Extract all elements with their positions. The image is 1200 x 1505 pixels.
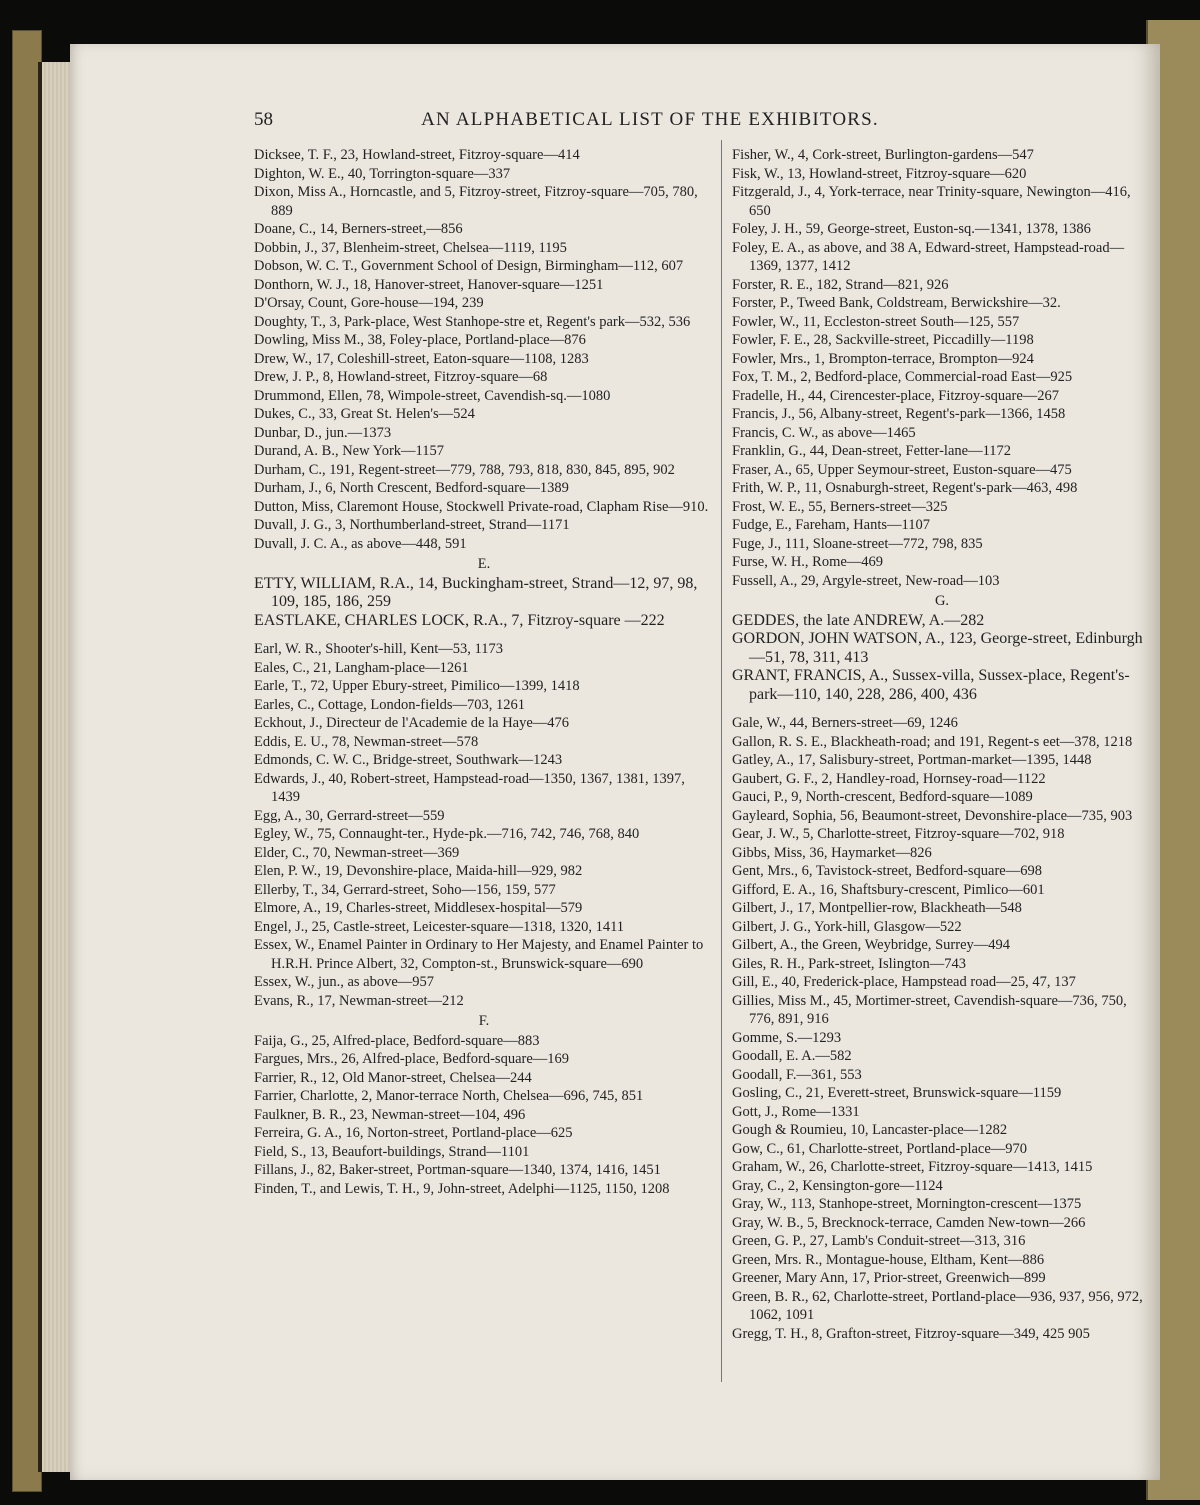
exhibitor-entry: Fisher, W., 4, Cork-street, Burlington-gardens—547: [732, 147, 1034, 163]
exhibitor-entry: Francis, J., 56, Albany-street, Regent's-park—1366, 1458: [732, 406, 1066, 422]
exhibitor-entry: Earl, W. R., Shooter's-hill, Kent—53, 1173: [254, 641, 503, 657]
exhibitor-entry: Fowler, F. E., 28, Sackville-street, Piccadilly—1198: [732, 332, 1034, 348]
section-letter: F.: [478, 1013, 490, 1029]
exhibitor-entry: Giles, R. H., Park-street, Islington—743: [732, 955, 966, 972]
exhibitor-entry: Fillans, J., 82, Baker-street, Portman-square—1340, 1374, 1416, 1451: [254, 1162, 661, 1178]
exhibitor-entry: Gregg, T. H., 8, Grafton-street, Fitzroy-square—349, 425 905: [732, 1325, 1090, 1342]
exhibitor-entry: Graham, W., 26, Charlotte-street, Fitzroy-square—1413, 1415: [732, 1159, 1093, 1175]
exhibitor-entry: Frost, W. E., 55, Berners-street—325: [732, 498, 948, 515]
exhibitor-entry: Gibbs, Miss, 36, Haymarket—826: [732, 844, 932, 861]
exhibitor-entry: Finden, T., and Lewis, T. H., 9, John-street, Adelphi—1125, 1150, 1208: [254, 1180, 670, 1197]
exhibitor-entry: Edwards, J., 40, Robert-street, Hampstead-road—1350, 1367, 1381, 1397, 1439: [254, 770, 685, 805]
exhibitor-entry: Elmore, A., 19, Charles-street, Middlesex-hospital—579: [254, 900, 583, 916]
section-letter: G.: [934, 593, 950, 609]
exhibitor-entry: Ellerby, T., 34, Gerrard-street, Soho—156, 159, 577: [254, 881, 556, 898]
exhibitor-entry: Dowling, Miss M., 38, Foley-place, Portland-place—876: [254, 332, 586, 348]
exhibitor-entry: Gott, J., Rome—1331: [732, 1103, 860, 1120]
academician-entry: GEDDES, the late ANDREW, A.—282: [732, 611, 985, 629]
exhibitor-entry: Gent, Mrs., 6, Tavistock-street, Bedford-square—698: [732, 863, 1042, 879]
exhibitor-entry: Egg, A., 30, Gerrard-street—559: [254, 807, 445, 824]
exhibitor-entry: Fradelle, H., 44, Cirencester-place, Fitzroy-square—267: [732, 387, 1060, 404]
exhibitor-entry: Gray, C., 2, Kensington-gore—1124: [732, 1177, 943, 1194]
exhibitor-entry: D'Orsay, Count, Gore-house—194, 239: [254, 295, 484, 311]
exhibitor-entry: Drew, J. P., 8, Howland-street, Fitzroy-square—68: [254, 369, 548, 385]
exhibitor-entry: Doane, C., 14, Berners-street,—856: [254, 221, 463, 237]
right-column: [732, 146, 1152, 1343]
page-number: 58: [254, 109, 273, 130]
exhibitor-entry: Gray, W. B., 5, Brecknock-terrace, Camden New-town—266: [732, 1214, 1086, 1231]
exhibitor-entry: Fisk, W., 13, Howland-street, Fitzroy-square—620: [732, 165, 1027, 182]
running-header: AN ALPHABETICAL LIST OF THE EXHIBITORS.: [421, 109, 879, 130]
exhibitor-entry: Engel, J., 25, Castle-street, Leicester-square—1318, 1320, 1411: [254, 918, 625, 935]
exhibitor-entry: Green, Mrs. R., Montague-house, Eltham, Kent—886: [732, 1251, 1045, 1268]
exhibitor-entry: Foley, J. H., 59, George-street, Euston-sq.—1341, 1378, 1386: [732, 221, 1091, 237]
exhibitor-entry: Fox, T. M., 2, Bedford-place, Commercial-road East—925: [732, 369, 1073, 385]
exhibitor-entry: Gow, C., 61, Charlotte-street, Portland-place—970: [732, 1140, 1028, 1157]
exhibitor-entry: Elen, P. W., 19, Devonshire-place, Maida-hill—929, 982: [254, 863, 583, 879]
exhibitor-entry: Gilbert, A., the Green, Weybridge, Surrey—494: [732, 937, 1011, 953]
exhibitor-entry: Gill, E., 40, Frederick-place, Hampstead road—25, 47, 137: [732, 974, 1076, 990]
exhibitor-entry: Farrier, Charlotte, 2, Manor-terrace North, Chelsea—696, 745, 851: [254, 1088, 644, 1104]
left-column: [254, 146, 714, 1198]
exhibitor-entry: Furse, W. H., Rome—469: [732, 554, 884, 570]
exhibitor-entry: Faulkner, B. R., 23, Newman-street—104, 496: [254, 1106, 526, 1123]
exhibitor-entry: Durand, A. B., New York—1157: [254, 443, 444, 459]
exhibitor-entry: Dixon, Miss A., Horncastle, and 5, Fitzroy-street, Fitzroy-square—705, 780, 889: [254, 184, 698, 219]
exhibitor-entry: Greener, Mary Ann, 17, Prior-street, Greenwich—899: [732, 1270, 1046, 1286]
section-letter: E.: [477, 556, 491, 572]
academician-entry: GRANT, FRANCIS, A., Sussex-villa, Sussex-place, Regent's-park—110, 140, 228, 286, 400, 436: [732, 667, 1130, 703]
exhibitor-entry: Earles, C., Cottage, London-fields—703, 1261: [254, 696, 526, 713]
exhibitor-entry: Forster, P., Tweed Bank, Coldstream, Berwickshire—32.: [732, 295, 1061, 311]
exhibitor-entry: Gough & Roumieu, 10, Lancaster-place—1282: [732, 1122, 1008, 1138]
exhibitor-entry: Duvall, J. G., 3, Northumberland-street, Strand—1171: [254, 517, 570, 533]
exhibitor-entry: Durham, C., 191, Regent-street—779, 788, 793, 818, 830, 845, 895, 902: [254, 461, 675, 478]
exhibitor-entry: Doughty, T., 3, Park-place, West Stanhope-stre et, Regent's park—532, 536: [254, 313, 691, 330]
exhibitor-entry: Evans, R., 17, Newman-street—212: [254, 992, 464, 1009]
exhibitor-entry: Dighton, W. E., 40, Torrington-square—337: [254, 165, 511, 182]
exhibitor-entry: Duvall, J. C. A., as above—448, 591: [254, 535, 467, 552]
exhibitor-entry: Frith, W. P., 11, Osnaburgh-street, Regent's-park—463, 498: [732, 480, 1078, 496]
academician-entry: GORDON, JOHN WATSON, A., 123, George-street, Edinburgh—51, 78, 311, 413: [732, 630, 1143, 666]
exhibitor-entry: Gear, J. W., 5, Charlotte-street, Fitzroy-square—702, 918: [732, 826, 1065, 842]
academician-entry: EASTLAKE, CHARLES LOCK, R.A., 7, Fitzroy-square —222: [254, 611, 665, 629]
spacer: [254, 630, 714, 640]
exhibitor-entry: Essex, W., Enamel Painter in Ordinary to Her Majesty, and Enamel Painter to H.R.H. Prince Albert, 32, Compton-st., Brunswick-square—690: [254, 937, 704, 972]
exhibitor-entry: Eales, C., 21, Langham-place—1261: [254, 659, 469, 676]
exhibitor-entry: Fowler, W., 11, Eccleston-street South—125, 557: [732, 313, 1020, 330]
book-page: [70, 44, 1160, 1480]
exhibitor-entry: Fraser, A., 65, Upper Seymour-street, Euston-square—475: [732, 461, 1072, 478]
exhibitor-entry: Francis, C. W., as above—1465: [732, 424, 916, 441]
exhibitor-entry: Gallon, R. S. E., Blackheath-road; and 191, Regent-s eet—378, 1218: [732, 733, 1133, 750]
exhibitor-entry: Drummond, Ellen, 78, Wimpole-street, Cavendish-sq.—1080: [254, 387, 611, 404]
exhibitor-entry: Eckhout, J., Directeur de l'Academie de la Haye—476: [254, 715, 570, 731]
exhibitor-entry: Gray, W., 113, Stanhope-street, Mornington-crescent—1375: [732, 1196, 1082, 1212]
exhibitor-entry: Fussell, A., 29, Argyle-street, New-road—103: [732, 572, 1000, 589]
exhibitor-entry: Goodall, E. A.—582: [732, 1048, 852, 1064]
exhibitor-entry: Franklin, G., 44, Dean-street, Fetter-lane—1172: [732, 443, 1012, 459]
exhibitor-entry: Gosling, C., 21, Everett-street, Brunswick-square—1159: [732, 1085, 1062, 1101]
exhibitor-entry: Gomme, S.—1293: [732, 1029, 842, 1046]
exhibitor-entry: Egley, W., 75, Connaught-ter., Hyde-pk.—716, 742, 746, 768, 840: [254, 826, 640, 842]
exhibitor-entry: Faija, G., 25, Alfred-place, Bedford-square—883: [254, 1032, 540, 1049]
exhibitor-entry: Dobbin, J., 37, Blenheim-street, Chelsea—1119, 1195: [254, 239, 567, 256]
exhibitor-entry: Gaubert, G. F., 2, Handley-road, Hornsey-road—1122: [732, 770, 1046, 787]
exhibitor-entry: Edmonds, C. W. C., Bridge-street, Southwark—1243: [254, 752, 563, 768]
exhibitor-entry: Gillies, Miss M., 45, Mortimer-street, Cavendish-square—736, 750, 776, 891, 916: [732, 992, 1127, 1027]
exhibitor-entry: Forster, R. E., 182, Strand—821, 926: [732, 276, 949, 293]
academician-entry: ETTY, WILLIAM, R.A., 14, Buckingham-street, Strand—12, 97, 98, 109, 185, 186, 259: [254, 574, 698, 610]
exhibitor-entry: Gale, W., 44, Berners-street—69, 1246: [732, 715, 958, 731]
exhibitor-entry: Fowler, Mrs., 1, Brompton-terrace, Brompton—924: [732, 350, 1034, 367]
exhibitor-entry: Gatley, A., 17, Salisbury-street, Portman-market—1395, 1448: [732, 752, 1092, 768]
exhibitor-entry: Foley, E. A., as above, and 38 A, Edward-street, Hampstead-road—1369, 1377, 1412: [732, 239, 1125, 274]
exhibitor-entry: Donthorn, W. J., 18, Hanover-street, Hanover-square—1251: [254, 276, 604, 293]
exhibitor-entry: Elder, C., 70, Newman-street—369: [254, 844, 460, 861]
exhibitor-entry: Fudge, E., Fareham, Hants—1107: [732, 517, 931, 533]
exhibitor-entry: Durham, J., 6, North Crescent, Bedford-square—1389: [254, 480, 569, 496]
exhibitor-entry: Fuge, J., 111, Sloane-street—772, 798, 835: [732, 535, 983, 552]
exhibitor-entry: Green, B. R., 62, Charlotte-street, Portland-place—936, 937, 956, 972, 1062, 1091: [732, 1288, 1143, 1323]
exhibitor-entry: Farrier, R., 12, Old Manor-street, Chelsea—244: [254, 1069, 532, 1086]
exhibitor-entry: Eddis, E. U., 78, Newman-street—578: [254, 733, 479, 750]
exhibitor-entry: Dobson, W. C. T., Government School of Design, Birmingham—112, 607: [254, 258, 684, 274]
exhibitor-entry: Fargues, Mrs., 26, Alfred-place, Bedford-square—169: [254, 1051, 570, 1067]
exhibitor-entry: Gilbert, J. G., York-hill, Glasgow—522: [732, 918, 962, 935]
exhibitor-entry: Ferreira, G. A., 16, Norton-street, Portland-place—625: [254, 1125, 573, 1141]
exhibitor-entry: Field, S., 13, Beaufort-buildings, Strand—1101: [254, 1143, 530, 1160]
exhibitor-entry: Dunbar, D., jun.—1373: [254, 424, 392, 441]
exhibitor-entry: Dutton, Miss, Claremont House, Stockwell Private-road, Clapham Rise—910.: [254, 498, 709, 515]
exhibitor-entry: Dicksee, T. F., 23, Howland-street, Fitzroy-square—414: [254, 147, 580, 163]
exhibitor-entry: Essex, W., jun., as above—957: [254, 974, 435, 990]
exhibitor-entry: Gifford, E. A., 16, Shaftsbury-crescent, Pimlico—601: [732, 881, 1045, 898]
exhibitor-entry: Green, G. P., 27, Lamb's Conduit-street—313, 316: [732, 1233, 1026, 1249]
exhibitor-entry: Goodall, F.—361, 553: [732, 1066, 862, 1083]
exhibitor-entry: Drew, W., 17, Coleshill-street, Eaton-square—1108, 1283: [254, 350, 589, 367]
exhibitor-entry: Earle, T., 72, Upper Ebury-street, Pimilico—1399, 1418: [254, 678, 580, 694]
exhibitor-entry: Gilbert, J., 17, Montpellier-row, Blackheath—548: [732, 900, 1022, 916]
column-divider: [721, 140, 722, 1382]
exhibitor-entry: Gayleard, Sophia, 56, Beaumont-street, Devonshire-place—735, 903: [732, 807, 1133, 824]
exhibitor-entry: Fitzgerald, J., 4, York-terrace, near Trinity-square, Newington—416, 650: [732, 184, 1131, 219]
spacer: [732, 704, 1152, 714]
exhibitor-entry: Dukes, C., 33, Great St. Helen's—524: [254, 406, 475, 422]
exhibitor-entry: Gauci, P., 9, North-crescent, Bedford-square—1089: [732, 789, 1033, 805]
